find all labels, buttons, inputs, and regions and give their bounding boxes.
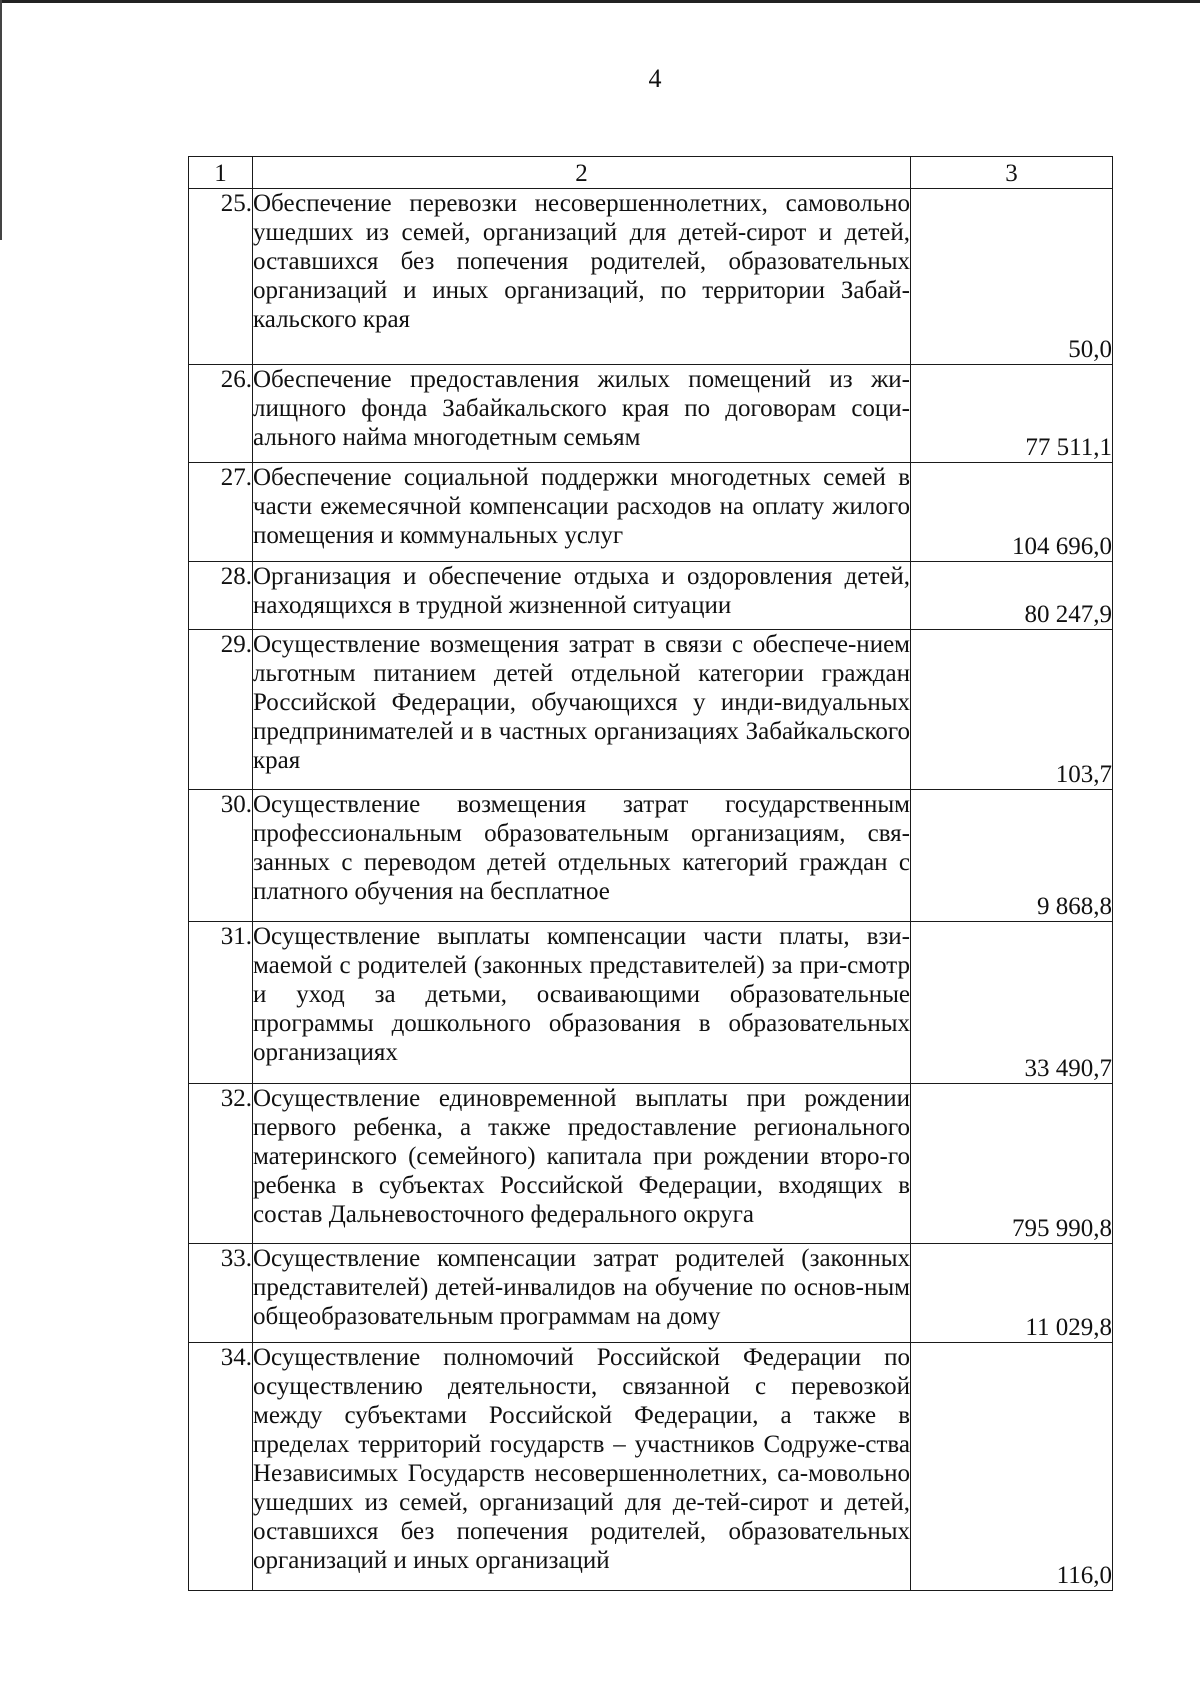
row-name: Осуществление возмещения затрат в связи с обеспече-нием льготным питанием детей отдельной категории граждан Российской Федерации, обучающихся у инди-видуальных предпринимателей и в частных организациях Забайкальского края	[253, 630, 911, 790]
row-sum: 33 490,7	[911, 922, 1113, 1084]
header-row	[189, 157, 1113, 189]
row-number: 25.	[189, 189, 253, 365]
table-row	[189, 189, 1113, 365]
row-number: 31.	[189, 922, 253, 1084]
table-row	[189, 463, 1113, 562]
scan-edge-left	[0, 0, 2, 240]
row-sum: 103,7	[911, 630, 1113, 790]
row-name: Осуществление компенсации затрат родителей (законных представителей) детей-инвалидов на обучение по основ-ным общеобразовательным программам на дому	[253, 1244, 911, 1343]
scan-edge-top	[0, 0, 1200, 3]
row-number: 27.	[189, 463, 253, 562]
row-number: 34.	[189, 1343, 253, 1591]
row-name: Осуществление полномочий Российской Федерации по осуществлению деятельности, связанной с перевозкой между субъектами Российской Федерации, а также в пределах территорий государств – участников Содруже-ства Независимых Государств несовершеннолетних, са-мовольно ушедших из семей, организаций для де-тей-сирот и детей, оставшихся без попечения родителей, образовательных организаций и иных организаций	[253, 1343, 911, 1591]
row-name: Осуществление выплаты компенсации части платы, взи-маемой с родителей (законных представителей) за при-смотр и уход за детьми, осваивающими образовательные программы дошкольного образования в образовательных организациях	[253, 922, 911, 1084]
row-name: Обеспечение перевозки несовершеннолетних, самовольно ушедших из семей, организаций для детей-сирот и детей, оставшихся без попечения родителей, образовательных организаций и иных организаций, по территории Забай-кальского края	[253, 189, 911, 365]
header-col-sum: 3	[911, 157, 1113, 189]
row-sum: 77 511,1	[911, 365, 1113, 463]
table-header	[189, 157, 1113, 189]
table-row	[189, 562, 1113, 630]
table-row	[189, 922, 1113, 1084]
row-number: 28.	[189, 562, 253, 630]
header-col-number: 1	[189, 157, 253, 189]
row-name: Обеспечение социальной поддержки многодетных семей в части ежемесячной компенсации расходов на оплату жилого помещения и коммунальных услуг	[253, 463, 911, 562]
row-name: Организация и обеспечение отдыха и оздоровления детей, находящихся в трудной жизненной ситуации	[253, 562, 911, 630]
row-name: Осуществление единовременной выплаты при рождении первого ребенка, а также предоставление регионального материнского (семейного) капитала при рождении второ-го ребенка в субъектах Российской Федерации, входящих в состав Дальневосточного федерального округа	[253, 1084, 911, 1244]
row-number: 29.	[189, 630, 253, 790]
row-name: Обеспечение предоставления жилых помещений из жи-лищного фонда Забайкальского края по договорам соци-ального найма многодетным семьям	[253, 365, 911, 463]
row-number: 30.	[189, 790, 253, 922]
table-row	[189, 365, 1113, 463]
table-row	[189, 630, 1113, 790]
row-sum: 11 029,8	[911, 1244, 1113, 1343]
page-number: 4	[648, 64, 662, 93]
table-row	[189, 1084, 1113, 1244]
row-number: 32.	[189, 1084, 253, 1244]
table-row	[189, 1343, 1113, 1591]
row-sum: 80 247,9	[911, 562, 1113, 630]
row-sum: 104 696,0	[911, 463, 1113, 562]
row-sum: 795 990,8	[911, 1084, 1113, 1244]
table-row	[189, 1244, 1113, 1343]
budget-table	[188, 156, 1113, 1591]
row-sum: 116,0	[911, 1343, 1113, 1591]
row-number: 33.	[189, 1244, 253, 1343]
table-row	[189, 790, 1113, 922]
row-name: Осуществление возмещения затрат государственным профессиональным образовательным организациям, свя-занных с переводом детей отдельных категорий граждан с платного обучения на бесплатное	[253, 790, 911, 922]
row-sum: 9 868,8	[911, 790, 1113, 922]
row-sum: 50,0	[911, 189, 1113, 365]
row-number: 26.	[189, 365, 253, 463]
header-col-name: 2	[253, 157, 911, 189]
table-body	[189, 189, 1113, 1591]
